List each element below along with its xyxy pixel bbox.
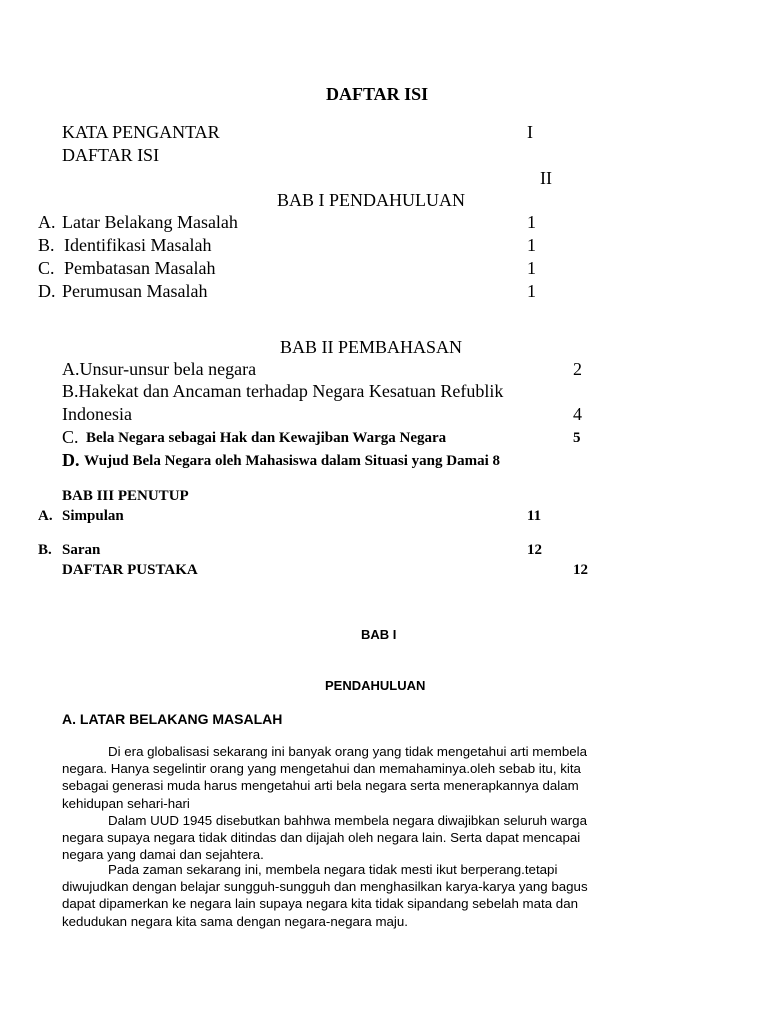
- toc-chapter-heading: BAB II PEMBAHASAN: [280, 337, 463, 357]
- section-heading: A. LATAR BELAKANG MASALAH: [62, 711, 283, 727]
- toc-entry-page: 12: [527, 542, 542, 558]
- toc-entry-page: I: [527, 122, 533, 142]
- toc-entry-page: 12: [573, 562, 588, 578]
- toc-entry-label: DAFTAR PUSTAKA: [62, 562, 198, 578]
- toc-entry-page: 2: [573, 359, 582, 379]
- toc-entry-label: DAFTAR ISI: [62, 145, 160, 165]
- toc-entry-prefix: B.: [38, 235, 55, 255]
- paragraph-line: Di era globalisasi sekarang ini banyak orang yang tidak mengetahui arti membela: [108, 744, 587, 759]
- paragraph-line: Dalam UUD 1945 disebutkan bahhwa membela negara diwajibkan seluruh warga: [108, 813, 587, 828]
- toc-entry-prefix: C.: [62, 427, 79, 447]
- toc-entry-label: Perumusan Masalah: [62, 281, 208, 301]
- toc-entry-page: 1: [527, 281, 536, 301]
- body-paragraph: [62, 812, 682, 864]
- toc-entry-label: Wujud Bela Negara oleh Mahasiswa dalam Situasi yang Damai 8: [84, 453, 501, 469]
- toc-entry-prefix: B.: [38, 542, 52, 558]
- toc-entry-label: Identifikasi Masalah: [64, 235, 212, 255]
- chapter-number: BAB I: [361, 627, 397, 642]
- toc-entry-prefix: A.: [38, 508, 53, 524]
- toc-entry-label: KATA PENGANTAR: [62, 122, 220, 142]
- toc-entry-page: 11: [527, 508, 542, 524]
- toc-entry-label: Pembatasan Masalah: [64, 258, 216, 278]
- toc-entry-label: A.Unsur-unsur bela negara: [62, 359, 257, 379]
- paragraph-line: negara supaya negara tidak ditindas dan dijajah oleh negara lain. Serta dapat mencapai: [62, 830, 581, 846]
- toc-entry-prefix: A.: [38, 212, 56, 232]
- toc-entry-page: 4: [573, 404, 582, 424]
- toc-title: DAFTAR ISI: [326, 84, 429, 104]
- paragraph-line: Pada zaman sekarang ini, membela negara tidak mesti ikut berperang.tetapi: [108, 862, 558, 877]
- toc-entry-page: II: [540, 168, 552, 188]
- chapter-title: PENDAHULUAN: [325, 678, 426, 693]
- body-paragraph: [62, 861, 682, 930]
- toc-entry-page: 5: [573, 430, 581, 446]
- toc-entry-prefix: D.: [38, 281, 56, 301]
- paragraph-line: diwujudkan dengan belajar sungguh-sungguh dan menghasilkan karya-karya yang bagus: [62, 879, 588, 895]
- toc-entry-label: Bela Negara sebagai Hak dan Kewajiban Warga Negara: [86, 430, 447, 446]
- body-paragraph: [62, 743, 682, 812]
- toc-chapter-heading: BAB III PENUTUP: [62, 488, 189, 504]
- paragraph-line: sebagai generasi muda harus mengetahui arti bela negara serta menerapkannya dalam: [62, 778, 579, 794]
- toc-entry-page: 1: [527, 258, 536, 278]
- paragraph-line: kehidupan sehari-hari: [62, 795, 190, 811]
- toc-entry-label: Simpulan: [62, 508, 124, 524]
- toc-entry-page: 1: [527, 212, 536, 232]
- toc-entry-label: Saran: [62, 542, 101, 558]
- toc-entry-page: 1: [527, 235, 536, 255]
- paragraph-line: negara yang damai dan sejahtera.: [62, 847, 264, 863]
- paragraph-line: negara. Hanya segelintir orang yang mengetahui dan memahaminya.oleh sebab itu, kita: [62, 761, 581, 777]
- toc-chapter-heading: BAB I PENDAHULUAN: [277, 190, 465, 210]
- toc-entry-prefix: C.: [38, 258, 55, 278]
- toc-entry-prefix: D.: [62, 450, 80, 470]
- paragraph-line: kedudukan negara kita sama dengan negara-negara maju.: [62, 913, 408, 929]
- toc-entry-label: B.Hakekat dan Ancaman terhadap Negara Kesatuan Refublik: [62, 381, 504, 401]
- toc-entry-label: Latar Belakang Masalah: [62, 212, 238, 232]
- paragraph-line: dapat dipamerkan ke negara lain supaya negara kita tidak sipandang sebelah mata dan: [62, 896, 578, 912]
- toc-entry-label-cont: Indonesia: [62, 404, 132, 424]
